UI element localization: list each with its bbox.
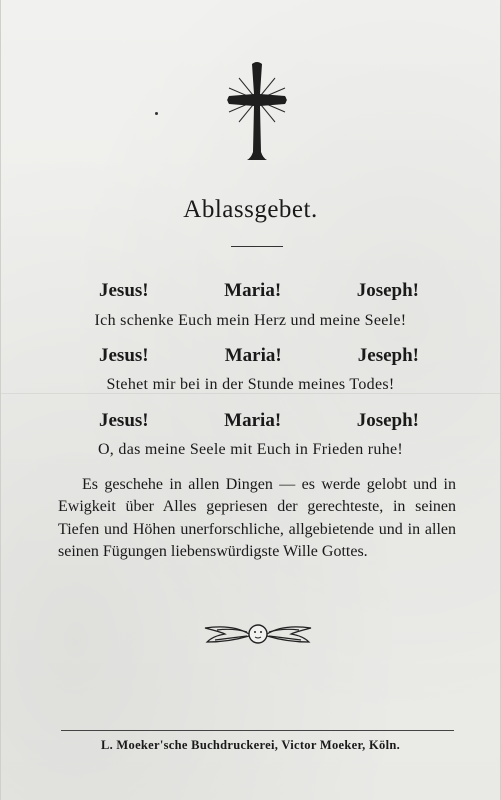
name-joseph: Joseph! [356,410,419,431]
invocation-names-3 [99,410,419,432]
name-jesus: Jesus! [99,280,149,301]
invocation-names-2 [99,345,419,367]
printer-imprint: L. Moeker'sche Buchdruckerei, Victor Moeker, Köln. [100,738,401,752]
closing-paragraph [58,474,456,564]
cross-icon [225,60,289,162]
prayer-line-2: Stehet mir bei in der Stunde meines Todes! [106,376,395,393]
page-title: Ablassgebet. [183,196,318,223]
name-jesus: Jesus! [99,410,149,431]
prayer-line-1: Ich schenke Euch mein Herz und meine Seele! [94,312,407,329]
winged-cherub-icon [203,620,313,648]
name-joseph: Jeseph! [357,345,419,366]
closing-paragraph-text: Es geschehe in allen Dingen — es werde gelobt und in Ewigkeit über Alles gepriesen der gerechteste, in seinen Tiefen und Höhen unerforschliche, allgebietende und in allen seinen Fügungen liebenswürdigste Wille Gottes. [58,476,456,561]
name-maria: Maria! [224,345,282,366]
name-joseph: Joseph! [356,280,419,301]
title-rule [231,246,283,247]
prayer-line-3: O, das meine Seele mit Euch in Frieden ruhe! [97,441,404,458]
name-maria: Maria! [224,410,282,431]
name-jesus: Jesus! [99,345,149,366]
name-maria: Maria! [224,280,282,301]
ink-speck [155,112,158,115]
footer-rule [61,730,454,731]
invocation-names-1 [99,280,419,302]
